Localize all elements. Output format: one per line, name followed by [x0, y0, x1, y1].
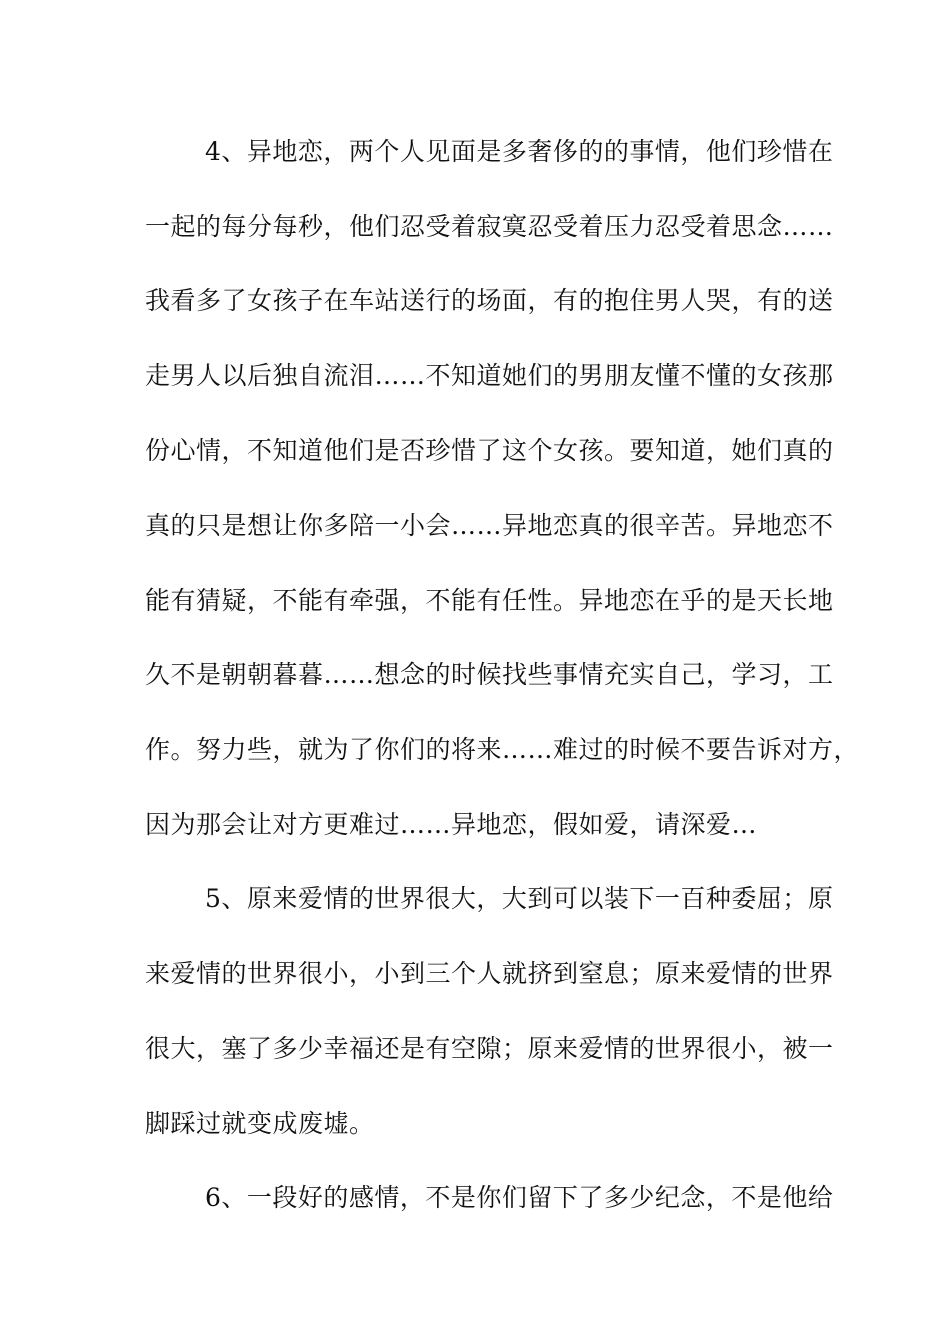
paragraph-5-line-1: 5、原来爱情的世界很大，大到可以装下一百种委屈；原 — [205, 884, 834, 913]
paragraph-4-line-1: 4、异地恋，两个人见面是多奢侈的的事情，他们珍惜在 — [205, 137, 834, 166]
paragraph-5-line-2: 来爱情的世界很小，小到三个人就挤到窒息；原来爱情的世界 — [145, 959, 834, 988]
paragraph-4-line-2: 一起的每分每秒，他们忍受着寂寞忍受着压力忍受着思念…… — [145, 212, 834, 241]
paragraph-4-line-8: 久不是朝朝暮暮……想念的时候找些事情充实自己，学习，工 — [145, 660, 834, 689]
paragraph-6-line-1: 6、一段好的感情，不是你们留下了多少纪念，不是他给 — [205, 1183, 834, 1212]
paragraph-5-line-4: 脚踩过就变成废墟。 — [145, 1109, 375, 1138]
paragraph-4-line-6: 真的只是想让你多陪一小会……异地恋真的很辛苦。异地恋不 — [145, 511, 834, 540]
paragraph-4-line-4: 走男人以后独自流泪……不知道她们的男朋友懂不懂的女孩那 — [145, 361, 834, 390]
paragraph-4-line-10: 因为那会让对方更难过……异地恋，假如爱，请深爱… — [145, 810, 758, 839]
paragraph-4-line-9: 作。努力些，就为了你们的将来……难过的时候不要告诉对方， — [145, 735, 860, 764]
paragraph-4-line-3: 我看多了女孩子在车站送行的场面，有的抱住男人哭，有的送 — [145, 286, 834, 315]
paragraph-4-line-7: 能有猜疑，不能有牵强，不能有任性。异地恋在乎的是天长地 — [145, 586, 834, 615]
paragraph-4-line-5: 份心情，不知道他们是否珍惜了这个女孩。要知道，她们真的 — [145, 436, 834, 465]
paragraph-5-line-3: 很大，塞了多少幸福还是有空隙；原来爱情的世界很小，被一 — [145, 1034, 834, 1063]
